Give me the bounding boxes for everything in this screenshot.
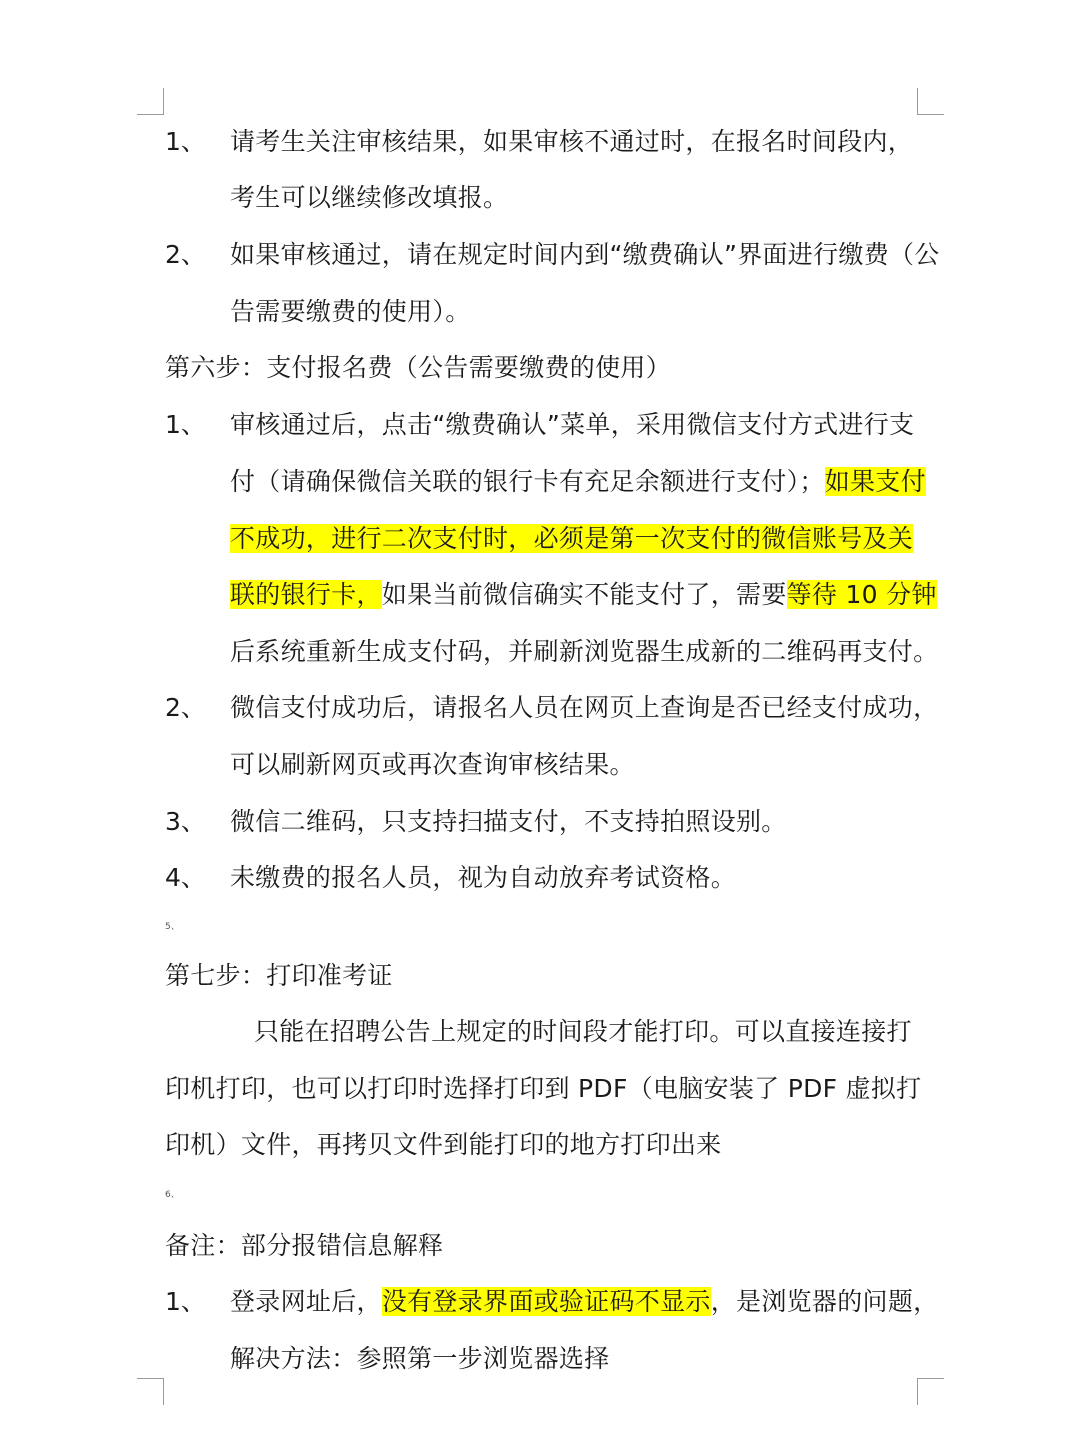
paragraph-line: 如果审核通过，请在规定时间内到“缴费确认”界面进行缴费（公 xyxy=(230,240,940,269)
paragraph-line xyxy=(230,464,926,500)
paragraph-line: 微信二维码，只支持扫描支付，不支持拍照设别。 xyxy=(230,807,787,836)
section-heading: 第六步：支付报名费（公告需要缴费的使用） xyxy=(165,353,672,382)
text-run: 登录网址后， xyxy=(230,1287,382,1316)
paragraph-line xyxy=(230,521,913,557)
crop-mark-top-right xyxy=(917,88,944,115)
paragraph-line: 微信支付成功后，请报名人员在网页上查询是否已经支付成功， xyxy=(230,693,939,722)
list-number: 2、 xyxy=(165,693,206,722)
paragraph-line: 只能在招聘公告上规定的时间段才能打印。可以直接连接打 xyxy=(254,1017,912,1046)
text-run: 付（请确保微信关联的银行卡有充足余额进行支付）； xyxy=(230,467,825,496)
highlighted-text: 等待 10 分钟 xyxy=(786,580,937,609)
paragraph-line: 可以刷新网页或再次查询审核结果。 xyxy=(230,750,635,779)
section-heading: 备注：部分报错信息解释 xyxy=(165,1231,444,1260)
list-number: 3、 xyxy=(165,807,206,836)
paragraph-line: 请考生关注审核结果，如果审核不通过时，在报名时间段内， xyxy=(230,127,914,156)
list-number: 1、 xyxy=(165,1287,206,1316)
crop-mark-bottom-right xyxy=(917,1378,944,1405)
highlighted-text: 如果支付 xyxy=(824,467,926,496)
paragraph-line: 后系统重新生成支付码，并刷新浏览器生成新的二维码再支付。 xyxy=(230,637,939,666)
paragraph-line: 审核通过后，点击“缴费确认”菜单，采用微信支付方式进行支 xyxy=(230,410,915,439)
list-number: 2、 xyxy=(165,240,206,269)
paragraph-line xyxy=(230,577,937,613)
paragraph-line: 考生可以继续修改填报。 xyxy=(230,183,509,212)
text-run: 如果当前微信确实不能支付了，需要 xyxy=(381,580,787,609)
paragraph-line: 印机）文件，再拷贝文件到能打印的地方打印出来 xyxy=(165,1130,722,1159)
small-list-marker: 6、 xyxy=(165,1190,180,1200)
small-list-marker: 5、 xyxy=(165,922,180,932)
section-heading: 第七步：打印准考证 xyxy=(165,961,393,990)
list-number: 1、 xyxy=(165,410,206,439)
paragraph-line xyxy=(230,1284,938,1320)
highlighted-text: 没有登录界面或验证码不显示 xyxy=(381,1287,711,1316)
highlighted-text: 不成功，进行二次支付时，必须是第一次支付的微信账号及关 xyxy=(230,524,914,553)
list-number: 1、 xyxy=(165,127,206,156)
paragraph-line: 未缴费的报名人员，视为自动放弃考试资格。 xyxy=(230,863,737,892)
text-run: ，是浏览器的问题， xyxy=(710,1287,939,1316)
highlighted-text: 联的银行卡， xyxy=(230,580,382,609)
list-number: 4、 xyxy=(165,863,206,892)
paragraph-line: 告需要缴费的使用）。 xyxy=(230,297,471,326)
paragraph-line: 印机打印，也可以打印时选择打印到 PDF（电脑安装了 PDF 虚拟打 xyxy=(165,1074,922,1103)
paragraph-line: 解决方法：参照第一步浏览器选择 xyxy=(230,1344,610,1373)
crop-mark-top-left xyxy=(137,88,164,115)
crop-mark-bottom-left xyxy=(137,1378,164,1405)
